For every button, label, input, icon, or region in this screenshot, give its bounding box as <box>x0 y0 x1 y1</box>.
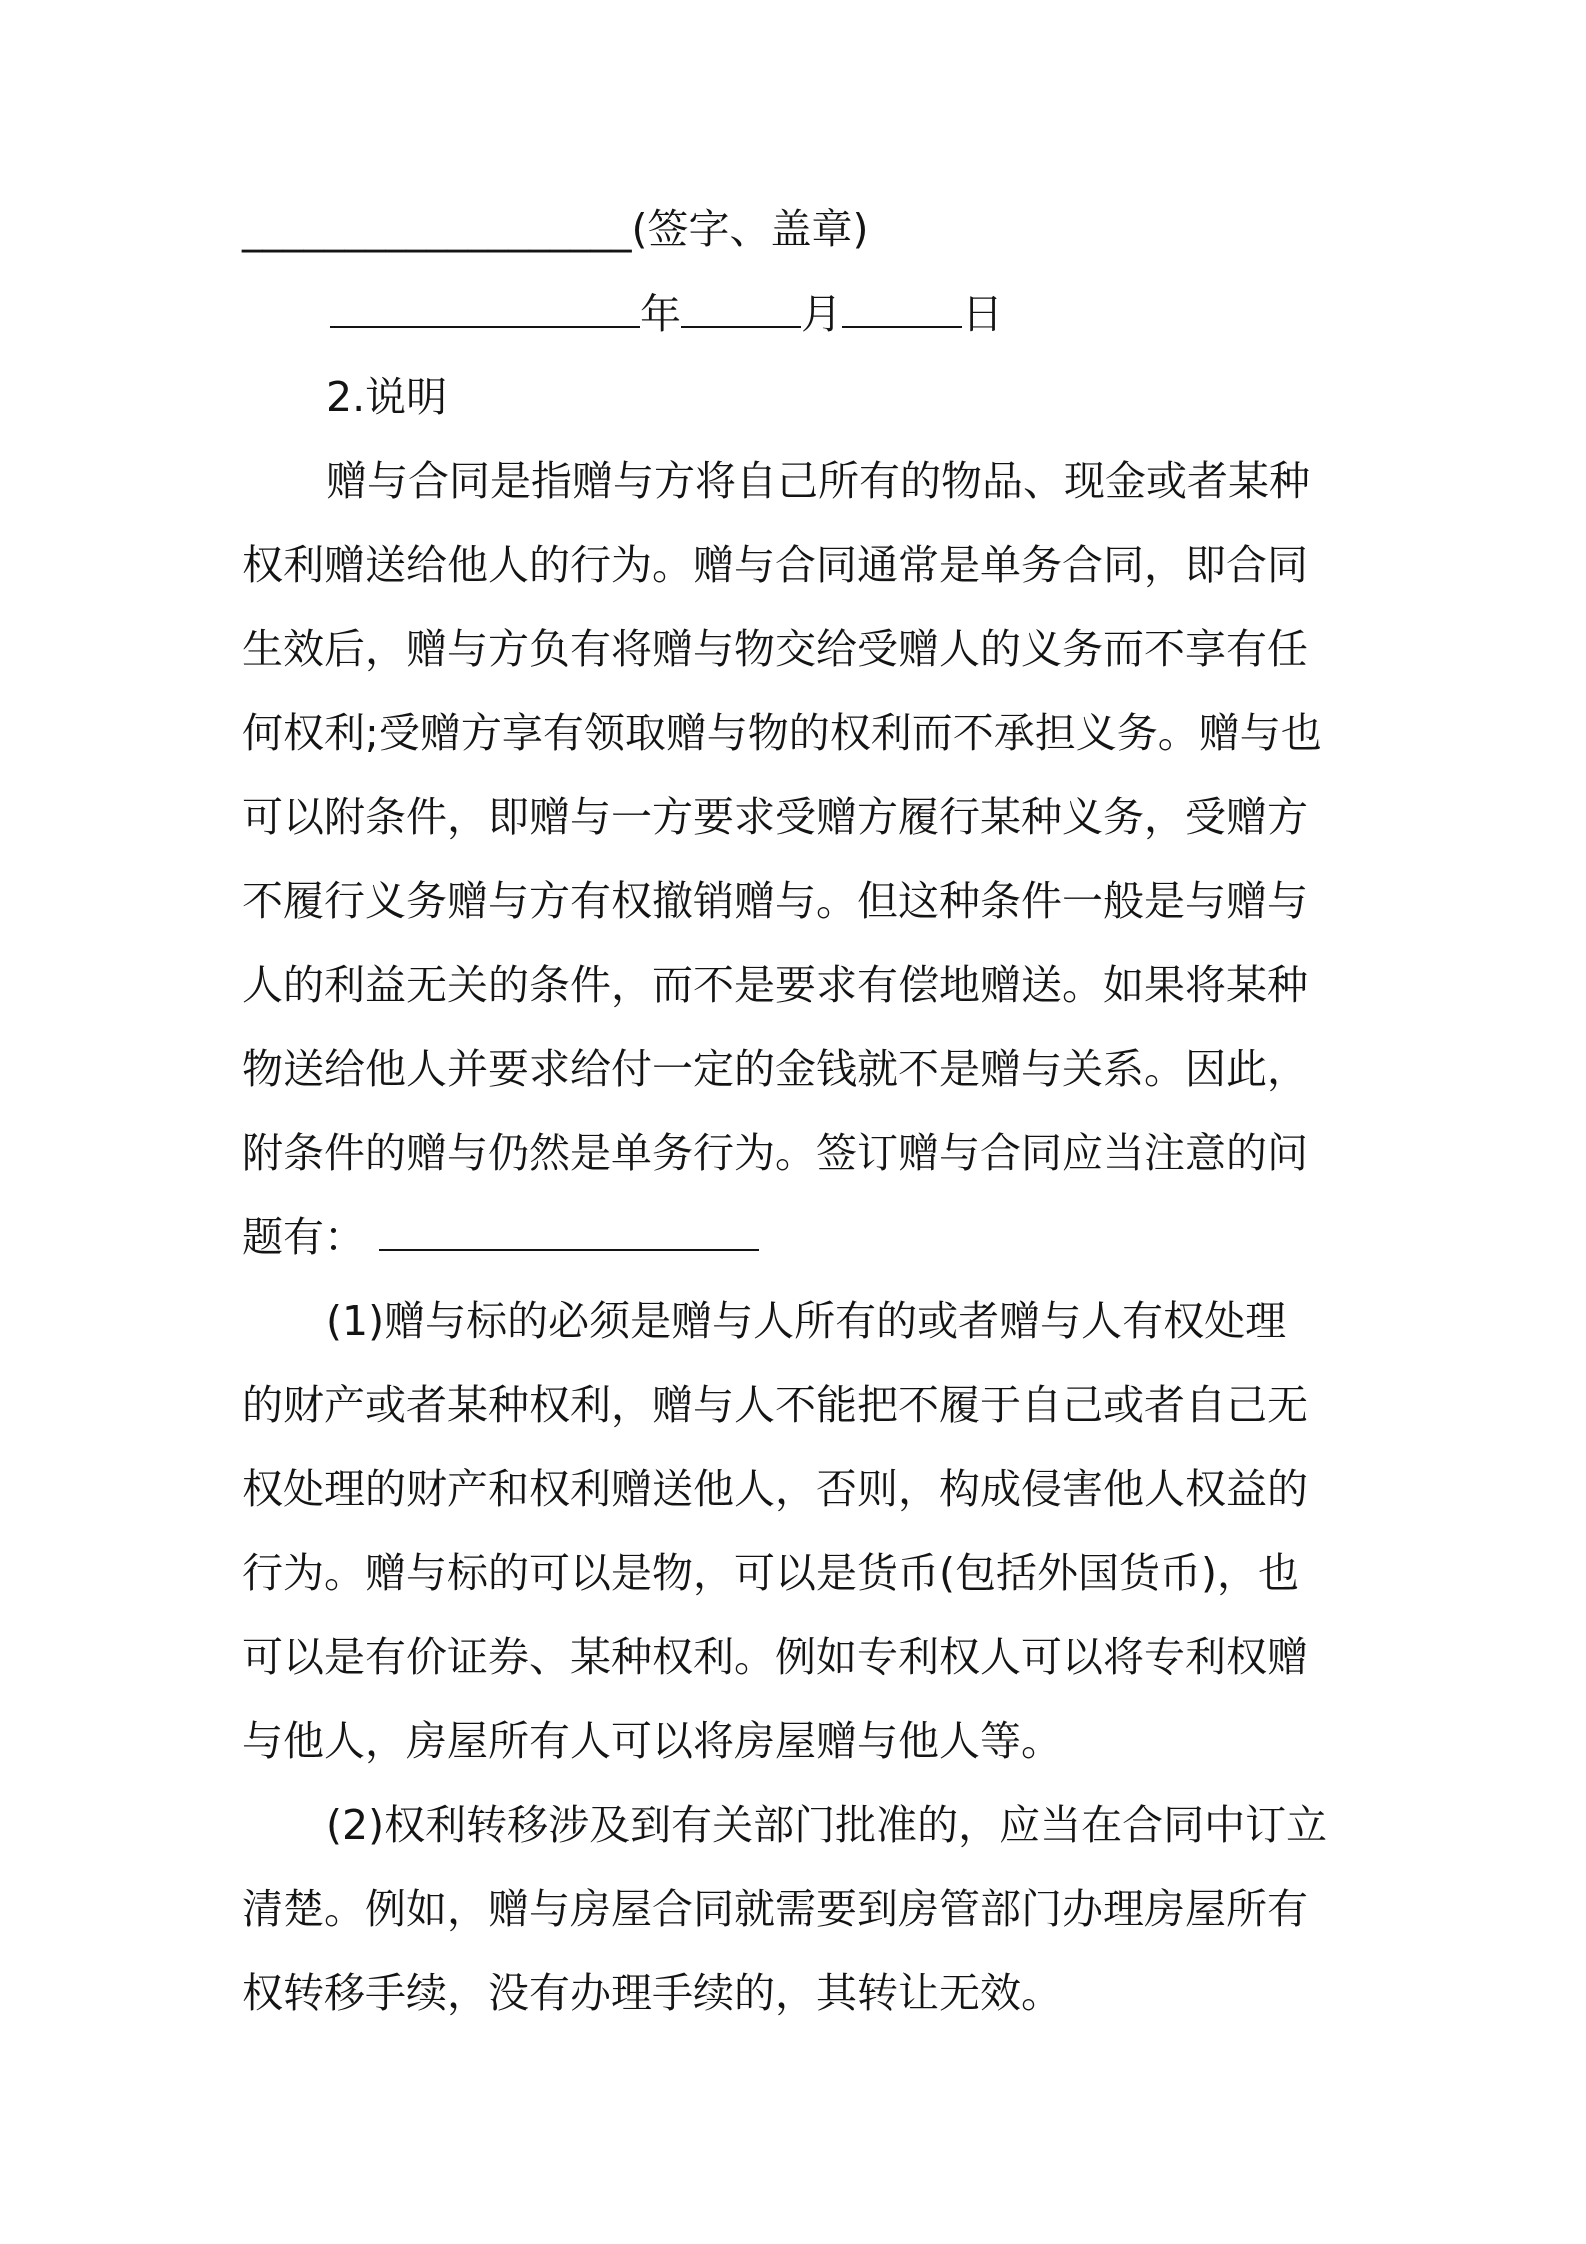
paragraph-last-text: 题有： <box>242 1213 365 1261</box>
paragraph-line: 赠与合同是指赠与方将自己所有的物品、现金或者某种 <box>326 457 1310 505</box>
paragraph-line: 行为。赠与标的可以是物，可以是货币(包括外国货币)，也 <box>242 1549 1299 1597</box>
paragraph-line: 可以是有价证券、某种权利。例如专利权人可以将专利权赠 <box>242 1633 1308 1681</box>
paragraph-line: 与他人，房屋所有人可以将房屋赠与他人等。 <box>242 1717 1062 1765</box>
paragraph-line: 何权利;受赠方享有领取赠与物的权利而不承担义务。赠与也 <box>242 709 1322 757</box>
paragraph-line: 权处理的财产和权利赠送他人，否则，构成侵害他人权益的 <box>242 1465 1308 1513</box>
day-blank <box>842 286 962 328</box>
year-blank <box>330 286 640 328</box>
date-line <box>330 285 1450 343</box>
signature-blank: ___________________ <box>242 205 632 253</box>
answer-blank <box>379 1209 759 1251</box>
paragraph-line: (2)权利转移涉及到有关部门批准的，应当在合同中订立 <box>326 1801 1328 1849</box>
paragraph-line: 的财产或者某种权利，赠与人不能把不履于自己或者自己无 <box>242 1381 1308 1429</box>
signature-label: (签字、盖章) <box>631 205 869 253</box>
paragraph-line: 可以附条件，即赠与一方要求受赠方履行某种义务，受赠方 <box>242 793 1308 841</box>
paragraph-last-line <box>242 1208 1362 1266</box>
paragraph-line: 人的利益无关的条件，而不是要求有偿地赠送。如果将某种 <box>242 961 1308 1009</box>
paragraph-line: 附条件的赠与仍然是单务行为。签订赠与合同应当注意的问 <box>242 1129 1308 1177</box>
paragraph-line: 权利赠送给他人的行为。赠与合同通常是单务合同，即合同 <box>242 541 1308 589</box>
signature-line <box>242 200 1362 258</box>
paragraph-line: (1)赠与标的必须是赠与人所有的或者赠与人有权处理 <box>326 1297 1287 1345</box>
paragraph-line: 清楚。例如，赠与房屋合同就需要到房管部门办理房屋所有 <box>242 1885 1308 1933</box>
month-blank <box>681 286 801 328</box>
year-label: 年 <box>640 290 681 338</box>
paragraph-line: 不履行义务赠与方有权撤销赠与。但这种条件一般是与赠与 <box>242 877 1308 925</box>
paragraph-line: 权转移手续，没有办理手续的，其转让无效。 <box>242 1969 1062 2017</box>
month-label: 月 <box>801 290 842 338</box>
section-heading: 2.说明 <box>326 373 448 421</box>
day-label: 日 <box>962 290 1003 338</box>
paragraph-line: 物送给他人并要求给付一定的金钱就不是赠与关系。因此， <box>242 1045 1308 1093</box>
paragraph-line: 生效后，赠与方负有将赠与物交给受赠人的义务而不享有任 <box>242 625 1308 673</box>
